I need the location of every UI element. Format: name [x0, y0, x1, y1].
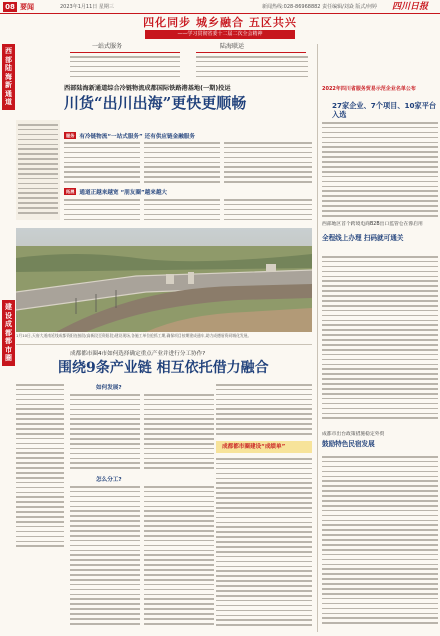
- text-block: [216, 458, 312, 632]
- subhead-text: 通道正越来越宽 “朋友圈”越来越大: [79, 190, 168, 196]
- subhead-2: [64, 188, 167, 197]
- construction-photo-art: [16, 228, 312, 332]
- article2-subhead-2: 怎么分工?: [96, 477, 122, 483]
- subhead-1: [64, 132, 195, 141]
- text-block: [322, 122, 438, 218]
- article-headline: 川货“出川出海”更快更顺畅: [64, 94, 247, 112]
- text-block: [322, 256, 438, 426]
- article-kicker: 西部陆海新通道综合冷链物流成都国际铁路港基地(一期)投运: [64, 85, 231, 92]
- text-block: [224, 142, 312, 186]
- article2-headline: 围绕9条产业链 相互依托借力融合: [58, 360, 269, 376]
- side-tag-top: 西部陆海新通道: [2, 44, 15, 110]
- banner-title: 四化同步 城乡融合 五区共兴: [143, 16, 297, 29]
- right-title-4: 全程线上办理 扫码就可通关: [322, 234, 404, 242]
- text-block: [216, 384, 312, 438]
- sidebar-text: [18, 124, 58, 218]
- topic-banner: [0, 15, 440, 41]
- text-block: [64, 142, 140, 186]
- column-head-right: 陆海联运: [220, 43, 245, 50]
- text-block: [16, 384, 64, 552]
- construction-photo: [16, 228, 312, 332]
- column-head-left: 一站式服务: [92, 43, 123, 50]
- text-block: [64, 199, 140, 226]
- text-block: [70, 486, 140, 632]
- rule: [196, 52, 306, 53]
- side-tag-bottom: 建设成都都市圈: [2, 300, 15, 366]
- right-title-5: 成都市出台政策措施稳定外贸: [322, 432, 385, 437]
- photo-caption: 1月10日,天府大道南延线成都资阳连接段(高新段至资阳段)建设现场,各施工单位抢抓工期,确保项目按期建成通车,助力成德眉资同城化发展。: [16, 333, 252, 338]
- right-title-6: 鼓励特色民宿发展: [322, 440, 375, 448]
- text-block: [144, 199, 220, 226]
- issue-date: 2023年1月11日 星期三: [60, 4, 114, 10]
- text-block: [70, 56, 180, 80]
- text-block: [70, 394, 140, 474]
- text-block: [144, 142, 220, 186]
- section-divider: [16, 344, 312, 345]
- rule: [70, 52, 180, 53]
- right-title-1: 2022年四川省服务贸易示范企业名单公布: [322, 86, 416, 92]
- masthead: [0, 0, 440, 14]
- page-number: 08: [3, 2, 17, 12]
- text-block: [144, 394, 214, 474]
- text-block: [224, 199, 312, 226]
- news-hotline: 新闻热线:028-86968882 责任编辑/刘焱 版式/何婷: [262, 4, 378, 10]
- text-block: [322, 456, 438, 632]
- subhead-text: 有冷链物流“一站式服务” 还有供应链金融服务: [79, 134, 195, 140]
- right-title-2: 27家企业、7个项目、10家平台入选: [332, 101, 437, 119]
- section-name: 要闻: [20, 3, 34, 11]
- banner-subtitle: ——学习贯彻省委十二届二次全会精神: [145, 30, 295, 39]
- achievement-head: 成都都市圈建设“成绩单”: [222, 444, 286, 450]
- text-block: [196, 56, 308, 80]
- subhead-tag: 服务: [66, 133, 75, 138]
- text-block: [144, 486, 214, 632]
- article2-kicker: 成都都市圈4市如何选择确定重点产业并进行分工协作?: [70, 351, 206, 357]
- subhead-tag: 拓展: [66, 189, 75, 194]
- article2-subhead-1: 如何发展?: [96, 385, 122, 391]
- right-title-3: 西部地区首个跨境电商B2B出口监管仓在蓉启用: [322, 222, 423, 227]
- newspaper-logo: 四川日报: [392, 2, 429, 12]
- column-divider: [317, 44, 318, 632]
